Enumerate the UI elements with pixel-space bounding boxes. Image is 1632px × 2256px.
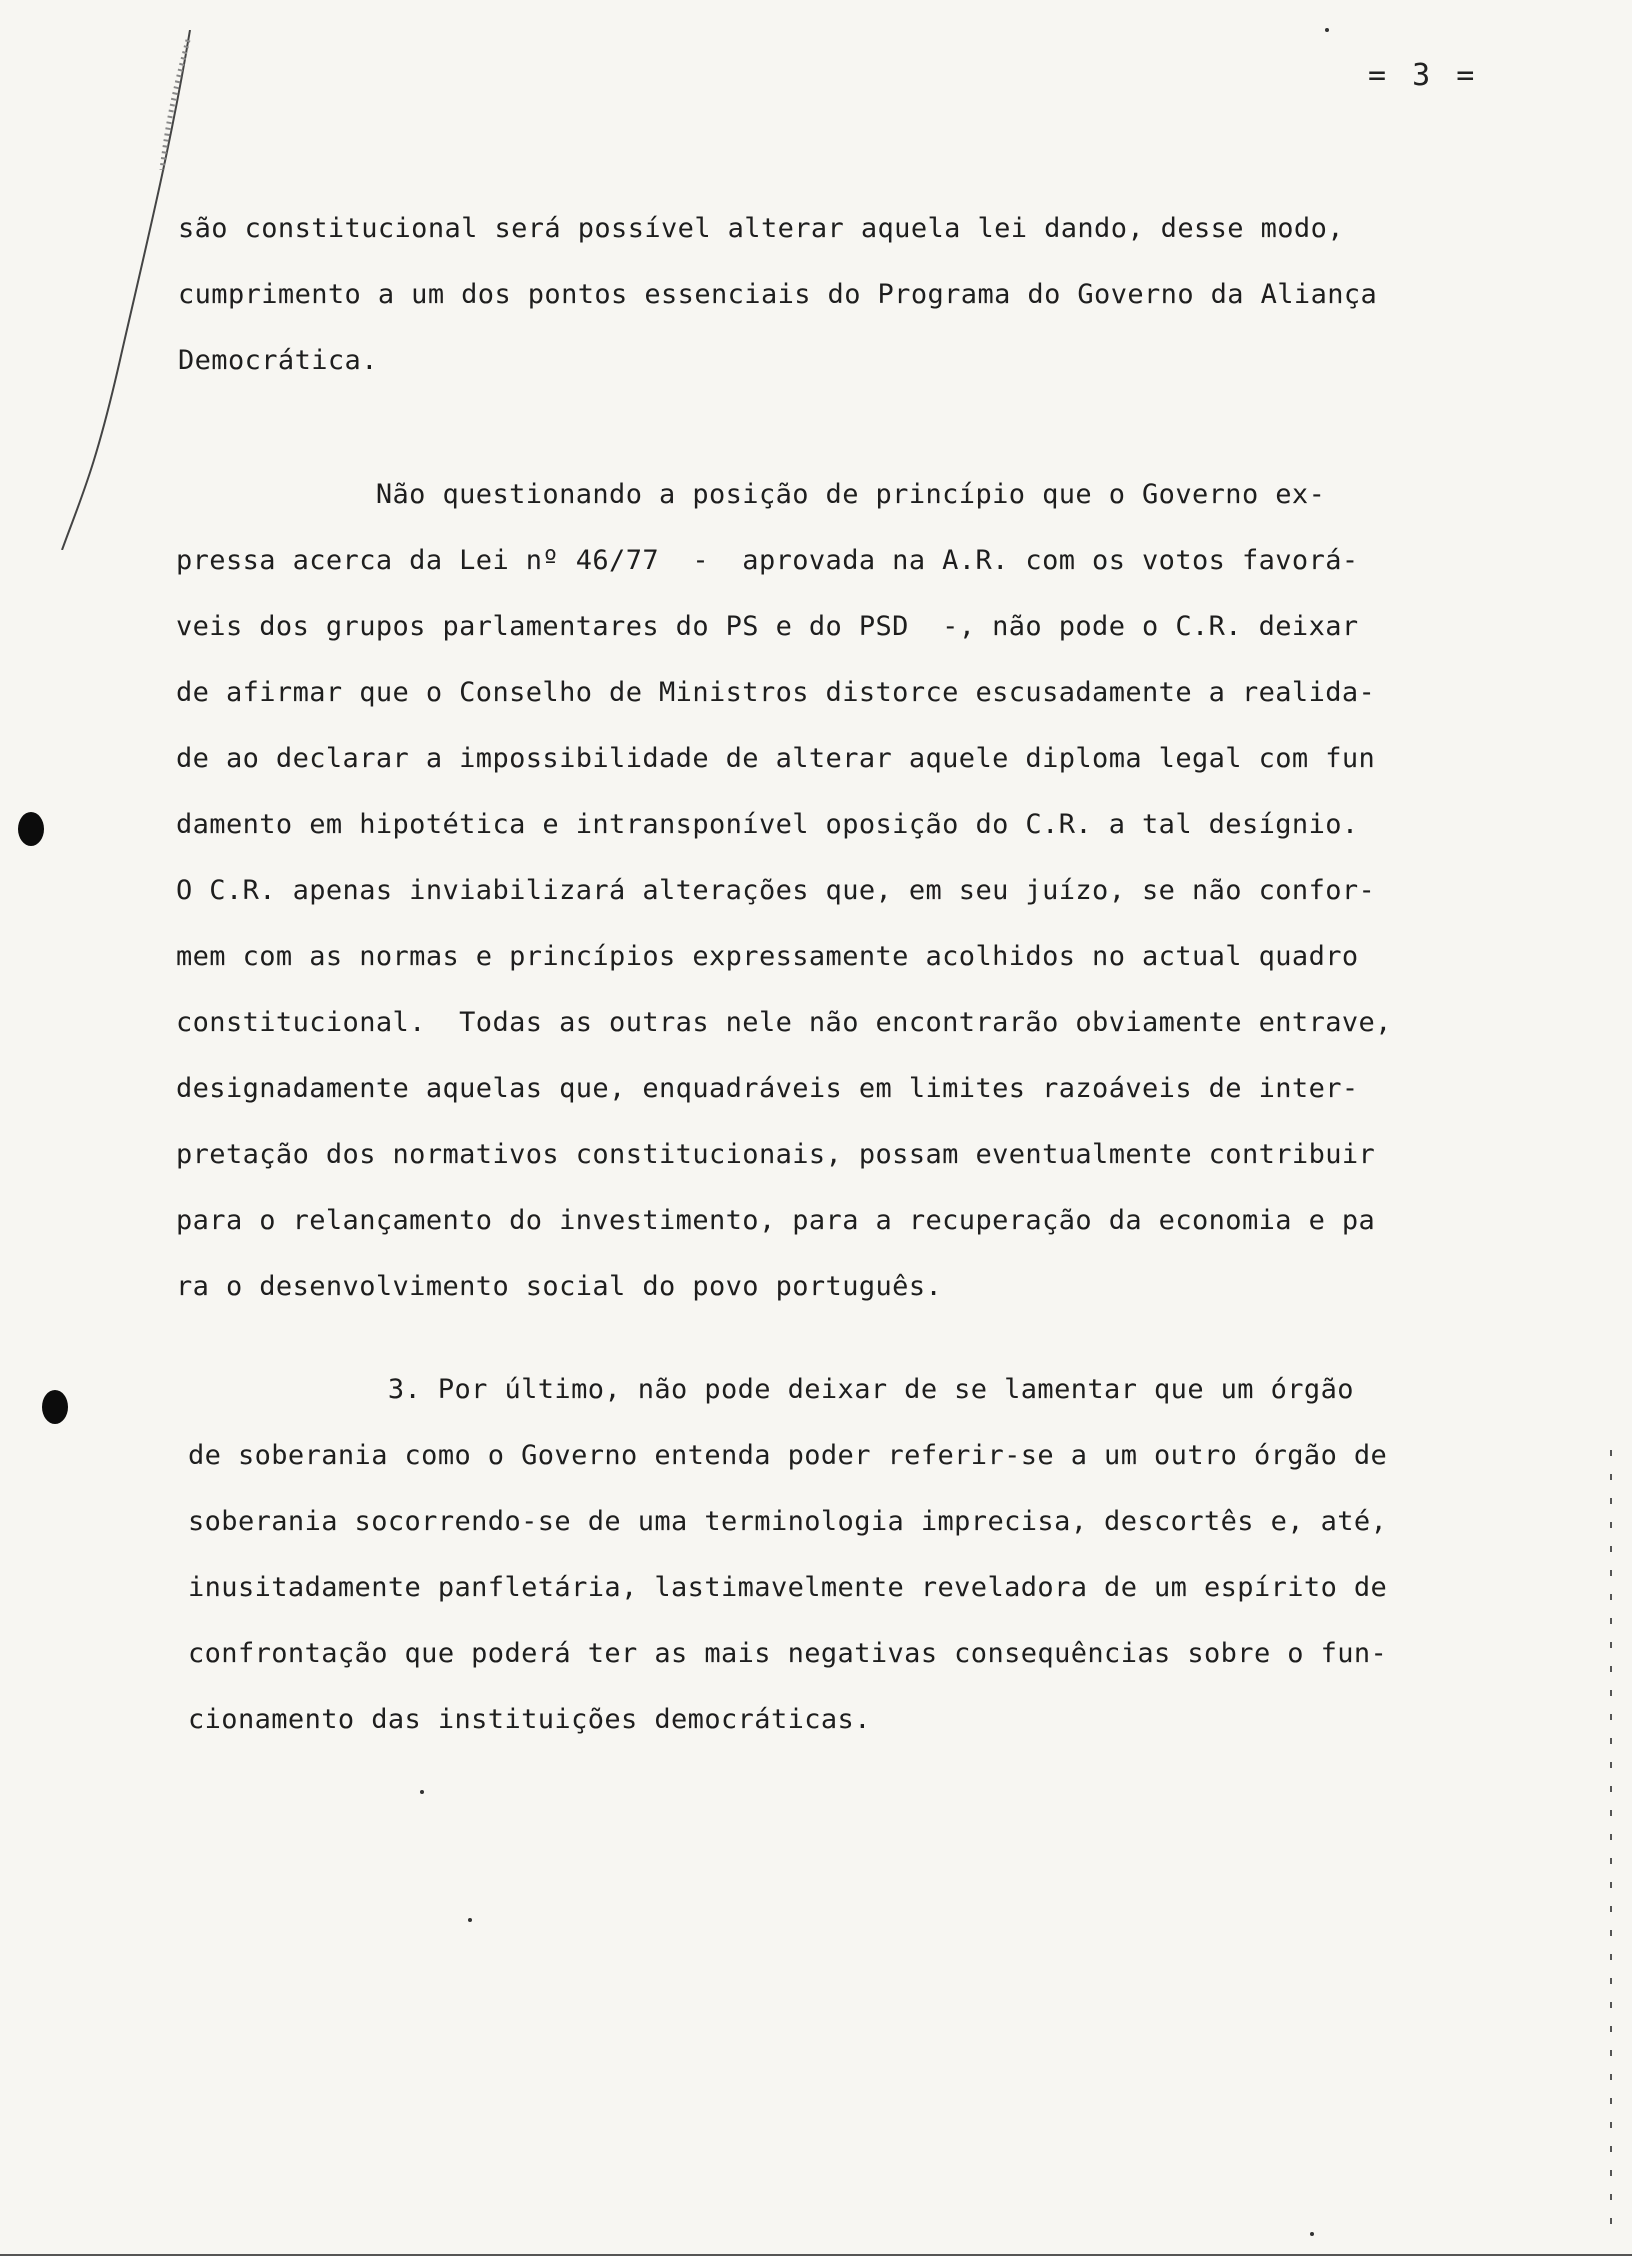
text-line: cionamento das instituições democráticas. <box>188 1704 871 1735</box>
paragraph-1 <box>178 196 1377 394</box>
text-line: pressa acerca da Lei nº 46/77 - aprovada na A.R. com os votos favorá- <box>176 545 1359 576</box>
speck-mark <box>468 1918 472 1922</box>
text-line: soberania socorrendo-se de uma terminologia imprecisa, descortês e, até, <box>188 1506 1388 1537</box>
text-line: damento em hipotética e intransponível oposição do C.R. a tal desígnio. <box>176 809 1359 840</box>
text-line: O C.R. apenas inviabilizará alterações que, em seu juízo, se não confor- <box>176 875 1376 906</box>
text-line: mem com as normas e princípios expressamente acolhidos no actual quadro <box>176 941 1359 972</box>
paragraph-3 <box>188 1357 1387 1753</box>
text-line: para o relançamento do investimento, para a recuperação da economia e pa <box>176 1205 1376 1236</box>
text-line: confrontação que poderá ter as mais negativas consequências sobre o fun- <box>188 1638 1388 1669</box>
text-line: Democrática. <box>178 345 378 376</box>
text-line: veis dos grupos parlamentares do PS e do PSD -, não pode o C.R. deixar <box>176 611 1359 642</box>
speck-mark <box>1310 2232 1314 2236</box>
text-line: são constitucional será possível alterar aquela lei dando, desse modo, <box>178 213 1344 244</box>
speck-mark <box>1325 28 1329 32</box>
text-line: Não questionando a posição de princípio que o Governo ex- <box>176 479 1326 510</box>
page-number: = 3 = <box>1368 58 1479 93</box>
punch-hole-mark <box>42 1390 68 1424</box>
text-line: ra o desenvolvimento social do povo português. <box>176 1271 943 1302</box>
text-line: de soberania como o Governo entenda poder referir-se a um outro órgão de <box>188 1440 1388 1471</box>
edge-dash-mark <box>1608 1450 1614 2230</box>
text-line: cumprimento a um dos pontos essenciais do Programa do Governo da Aliança <box>178 279 1378 310</box>
text-line: constitucional. Todas as outras nele não encontrarão obviamente entrave, <box>176 1007 1392 1038</box>
paragraph-2 <box>176 462 1392 1320</box>
text-line: 3. Por último, não pode deixar de se lamentar que um órgão <box>188 1374 1354 1405</box>
text-line: pretação dos normativos constitucionais, possam eventualmente contribuir <box>176 1139 1376 1170</box>
text-line: de ao declarar a impossibilidade de alterar aquele diploma legal com fun <box>176 743 1376 774</box>
punch-hole-mark <box>18 812 44 846</box>
text-line: designadamente aquelas que, enquadráveis em limites razoáveis de inter- <box>176 1073 1359 1104</box>
speck-mark <box>420 1790 424 1794</box>
text-line: de afirmar que o Conselho de Ministros distorce escusadamente a realida- <box>176 677 1376 708</box>
text-line: inusitadamente panfletária, lastimavelmente reveladora de um espírito de <box>188 1572 1388 1603</box>
